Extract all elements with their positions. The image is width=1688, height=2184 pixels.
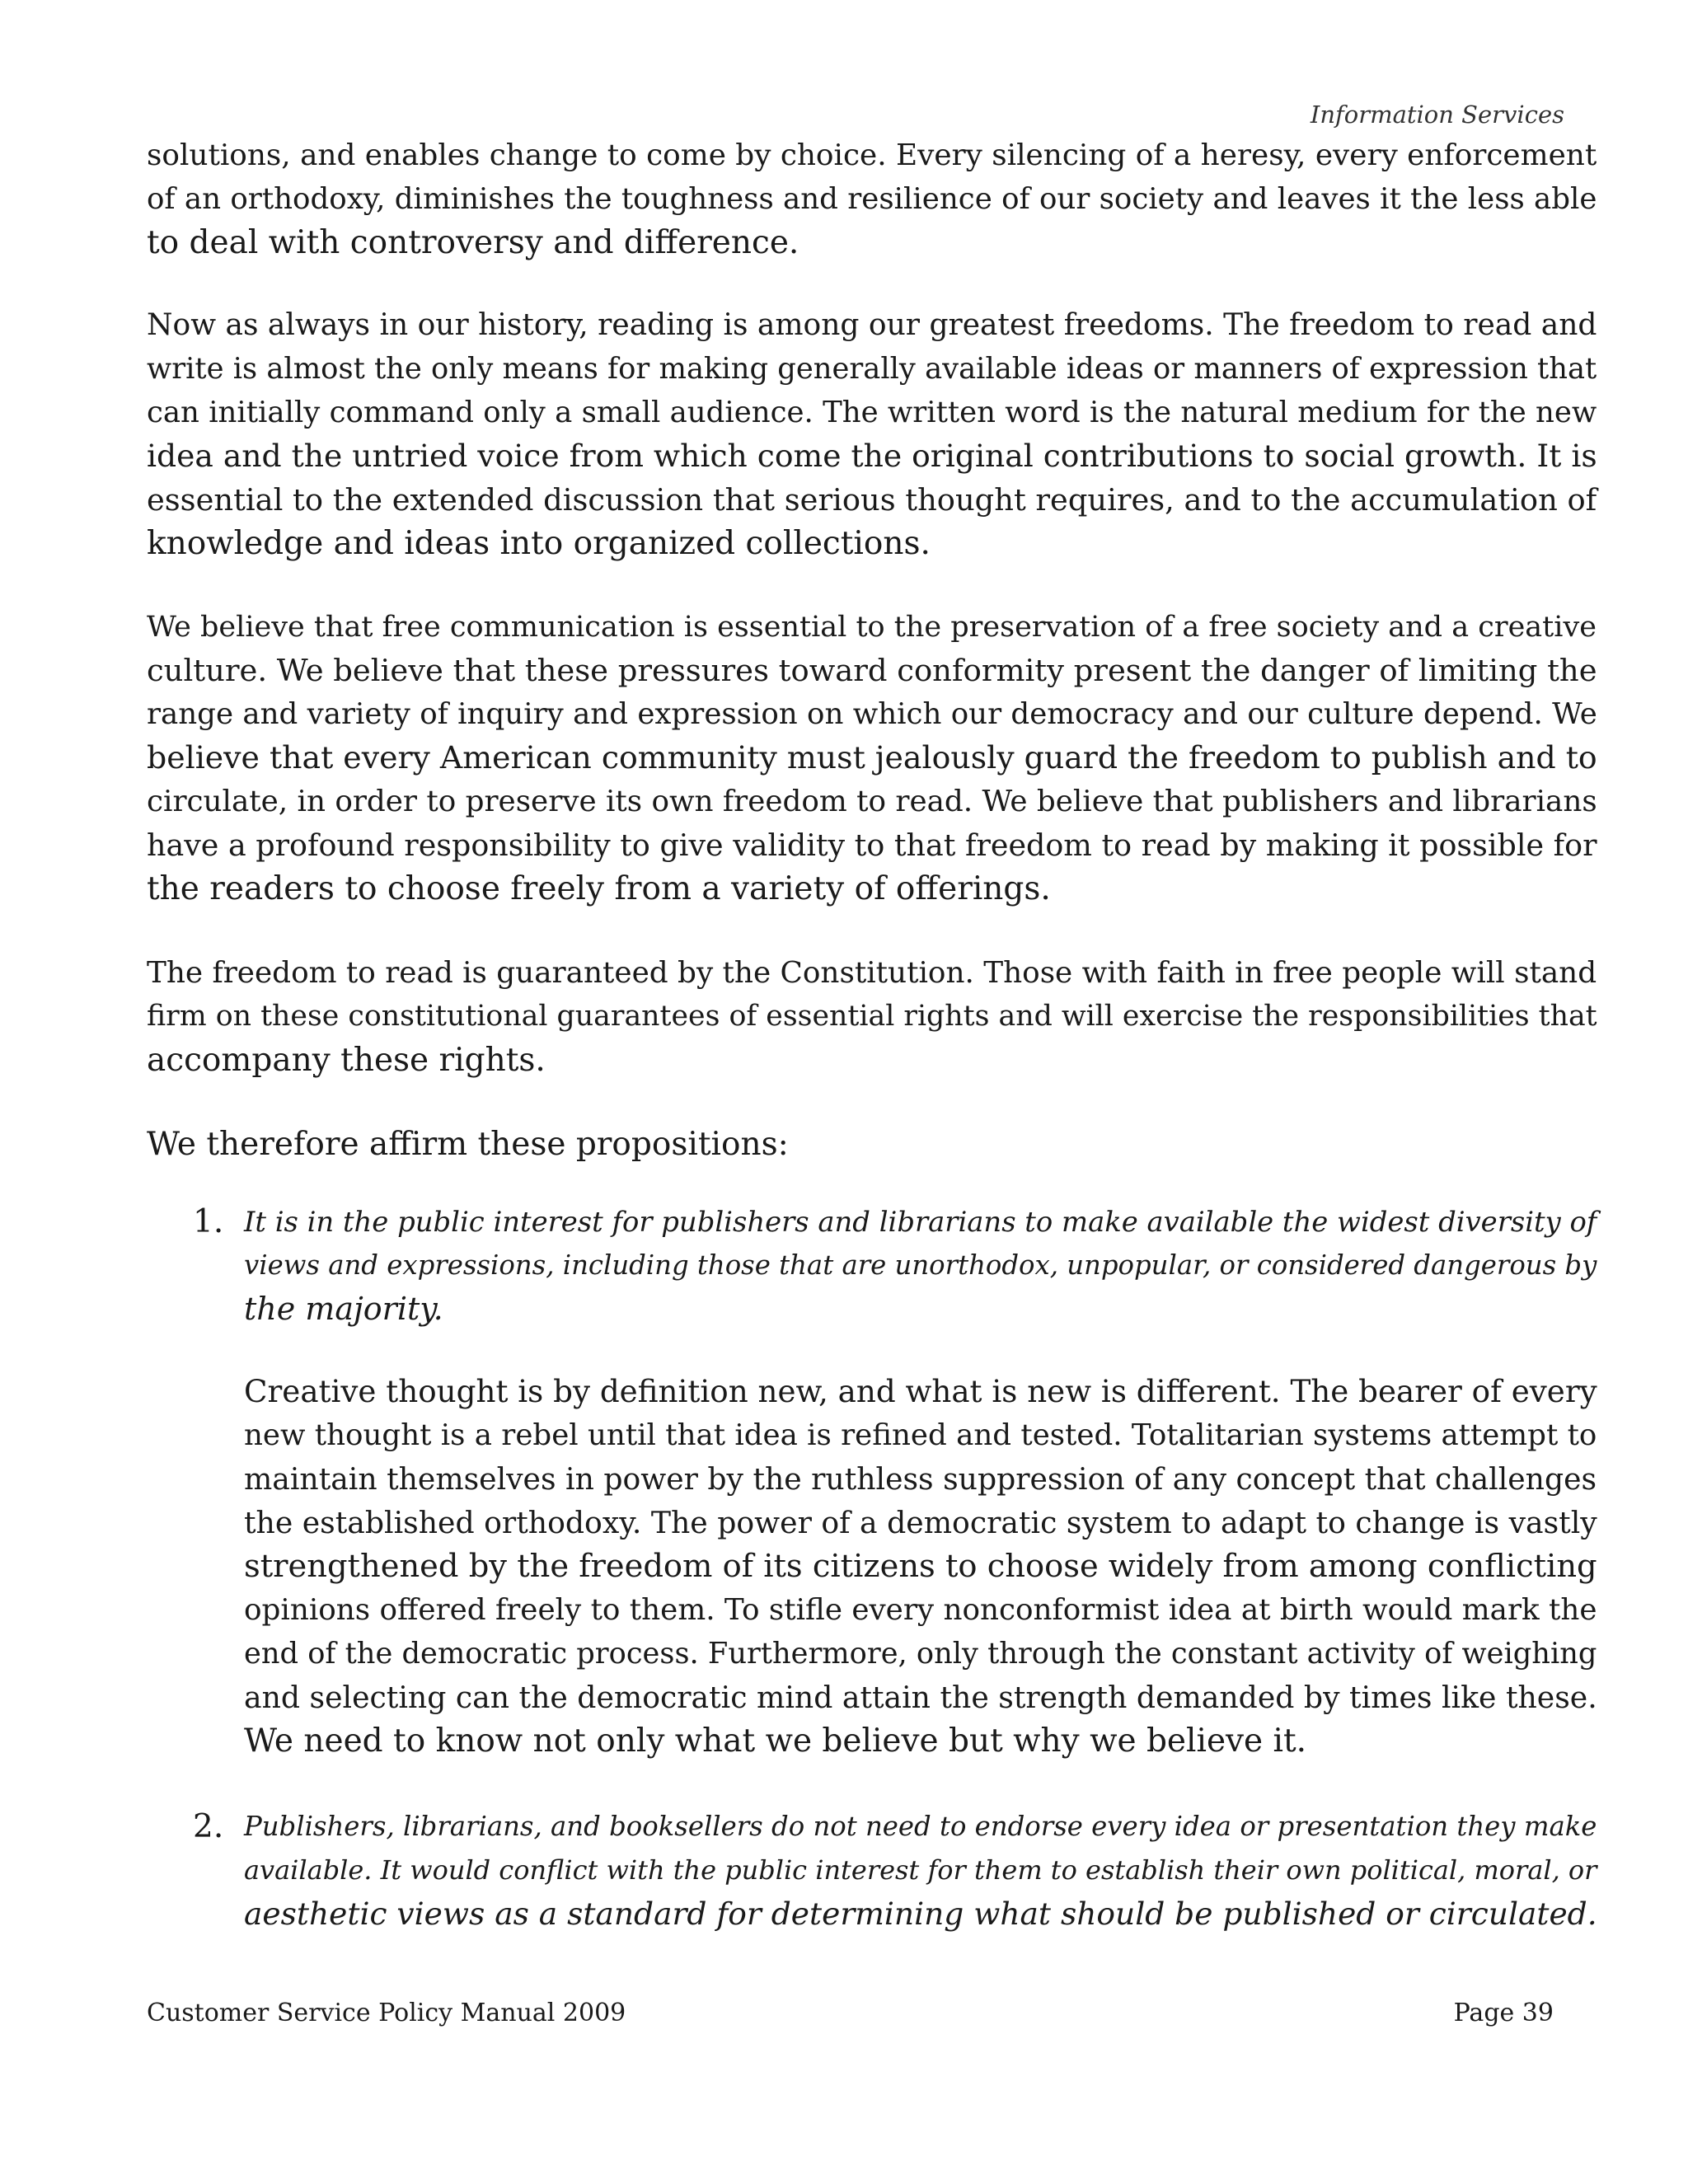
paragraph-line: circulate, in order to preserve its own freedom to read. We believe that publishers and librarians xyxy=(147,785,1597,818)
statement-line: the majority. xyxy=(244,1291,443,1327)
proposition-1-explanation xyxy=(244,1370,1596,1763)
paragraph-line: of an orthodoxy, diminishes the toughness and resilience of our society and leaves it the less able xyxy=(147,182,1597,216)
proposition-statement xyxy=(244,1200,1597,1331)
explanation-line: opinions offered freely to them. To stifle every nonconformist idea at birth would mark the xyxy=(244,1593,1597,1627)
statement-line: views and expressions, including those that are unorthodox, unpopular, or considered dangerous by xyxy=(244,1249,1597,1281)
paragraph-line: solutions, and enables change to come by choice. Every silencing of a heresy, every enforcement xyxy=(147,138,1597,172)
footer-manual-title: Customer Service Policy Manual 2009 xyxy=(147,1999,626,2027)
paragraph-4 xyxy=(147,951,1597,1082)
paragraph-line: range and variety of inquiry and expression on which our democracy and our culture depend. We xyxy=(147,697,1597,731)
proposition-statement xyxy=(244,1805,1597,1936)
paragraph-line: We believe that free communication is essential to the preservation of a free society and a creative xyxy=(147,610,1597,644)
paragraph-line: write is almost the only means for making generally available ideas or manners of expression that xyxy=(147,352,1597,386)
explanation-line: the established orthodoxy. The power of a democratic system to adapt to change is vastly xyxy=(244,1505,1597,1540)
proposition-number: 1. xyxy=(193,1203,224,1240)
statement-line: aesthetic views as a standard for determining what should be published or circulated. xyxy=(244,1896,1597,1932)
explanation-line: Creative thought is by definition new, and what is new is different. The bearer of every xyxy=(244,1373,1597,1409)
footer-page-number: Page 39 xyxy=(1453,1999,1554,2027)
explanation-line: and selecting can the democratic mind attain the strength demanded by times like these. xyxy=(244,1680,1597,1715)
explanation-line: We need to know not only what we believe but why we believe it. xyxy=(244,1722,1307,1760)
paragraph-line: can initially command only a small audience. The written word is the natural medium for the new xyxy=(147,396,1597,429)
running-header: Information Services xyxy=(1310,101,1564,129)
paragraph-line: We therefore affirm these propositions: xyxy=(147,1126,789,1163)
proposition-number: 2. xyxy=(193,1808,224,1845)
paragraph-line: believe that every American community must jealously guard the freedom to publish and to xyxy=(147,739,1597,776)
paragraph-line: idea and the untried voice from which come the original contributions to social growth. It is xyxy=(147,438,1597,474)
statement-line: It is in the public interest for publishers and librarians to make available the widest diversity of xyxy=(244,1206,1597,1238)
paragraph-line: The freedom to read is guaranteed by the Constitution. Those with faith in free people will stand xyxy=(147,956,1597,990)
paragraph-3 xyxy=(147,605,1597,911)
paragraph-line: to deal with controversy and difference. xyxy=(147,224,799,261)
paragraph-line: have a profound responsibility to give validity to that freedom to read by making it possible for xyxy=(147,827,1597,863)
paragraph-1 xyxy=(147,134,1597,265)
paragraph-line: accompany these rights. xyxy=(147,1042,546,1079)
explanation-line: end of the democratic process. Furthermore, only through the constant activity of weighing xyxy=(244,1637,1597,1671)
paragraph-line: essential to the extended discussion that serious thought requires, and to the accumulation of xyxy=(147,482,1597,518)
explanation-line: strengthened by the freedom of its citizens to choose widely from among conflicting xyxy=(244,1548,1597,1585)
explanation-line: new thought is a rebel until that idea is refined and tested. Totalitarian systems attempt to xyxy=(244,1418,1597,1452)
paragraph-line: knowledge and ideas into organized collections. xyxy=(147,525,931,562)
statement-line: Publishers, librarians, and booksellers do not need to endorse every idea or presentation they make xyxy=(244,1811,1597,1842)
explanation-line: maintain themselves in power by the ruthless suppression of any concept that challenges xyxy=(244,1461,1597,1497)
paragraph-line: culture. We believe that these pressures toward conformity present the danger of limiting the xyxy=(147,653,1597,688)
paragraph-line: Now as always in our history, reading is among our greatest freedoms. The freedom to read and xyxy=(147,308,1597,342)
statement-line: available. It would conflict with the public interest for them to establish their own political, moral, or xyxy=(244,1854,1597,1886)
paragraph-2 xyxy=(147,303,1597,565)
paragraph-line: the readers to choose freely from a variety of offerings. xyxy=(147,870,1051,907)
paragraph-line: firm on these constitutional guarantees of essential rights and will exercise the responsibilities that xyxy=(147,1000,1597,1033)
paragraph-5 xyxy=(147,1122,1573,1166)
